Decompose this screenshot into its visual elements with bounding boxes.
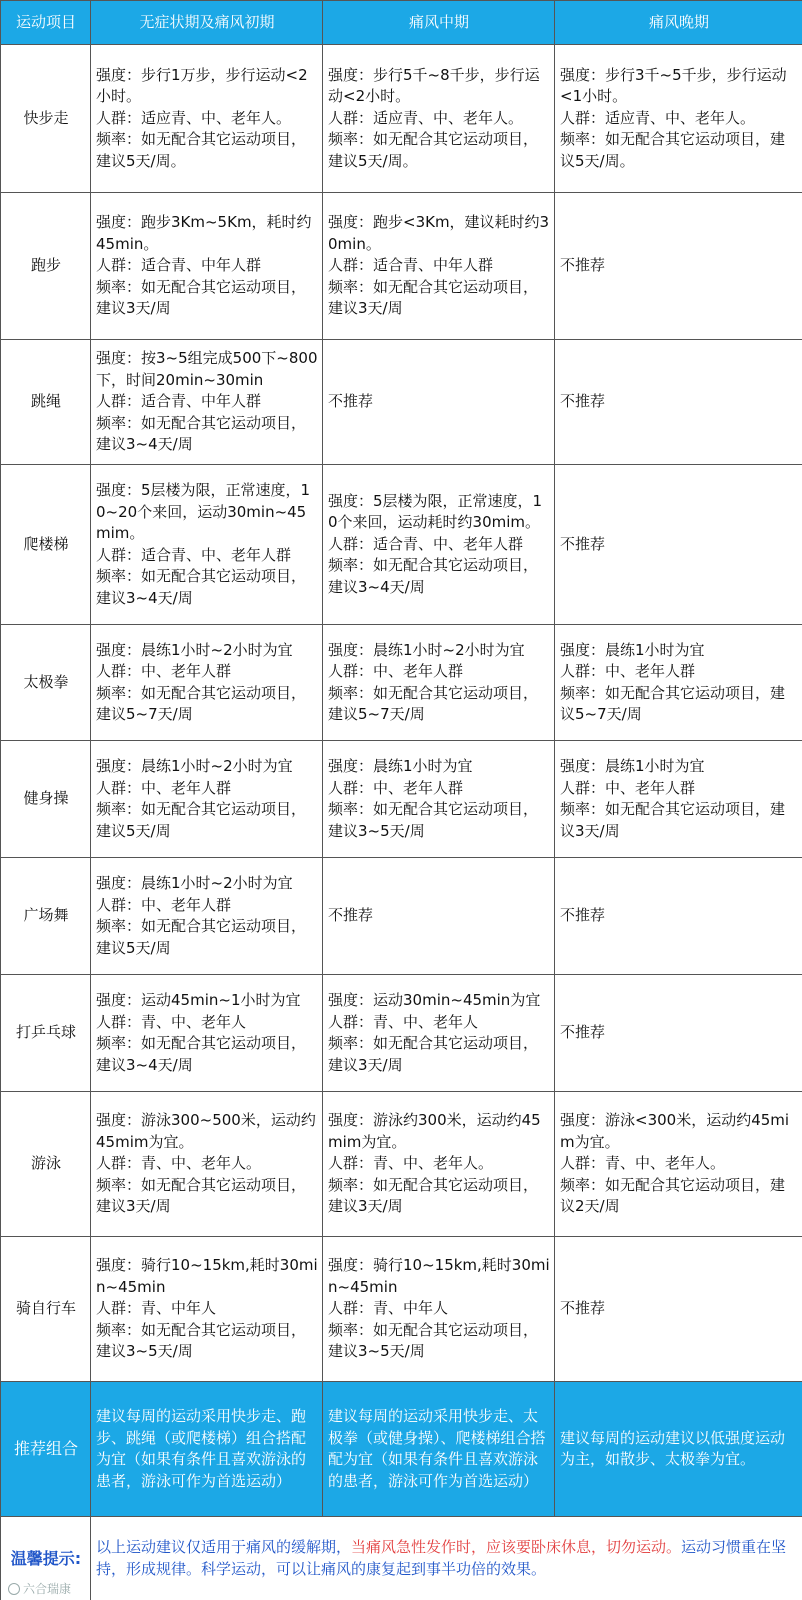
sport-name: 跑步 — [1, 193, 91, 340]
table-row — [1, 340, 802, 465]
sport-name: 太极拳 — [1, 625, 91, 741]
watermark-text: 六合瑞康 — [23, 1582, 72, 1596]
recommend-late: 建议每周的运动建议以低强度运动为主，如散步、太极拳为宜。 — [555, 1382, 802, 1517]
sport-name: 爬楼梯 — [1, 465, 91, 625]
cell-mid: 强度：晨练1小时~2小时为宜 人群：中、老年人群 频率：如无配合其它运动项目，建议5~7天/周 — [323, 625, 555, 741]
cell-mid: 强度：晨练1小时为宜 人群：中、老年人群 频率：如无配合其它运动项目，建议3~5天/周 — [323, 741, 555, 858]
sport-name: 快步走 — [1, 45, 91, 193]
cell-early: 强度：按3~5组完成500下~800下，时间20min~30min 人群：适合青、中年人群 频率：如无配合其它运动项目，建议3~4天/周 — [91, 340, 323, 465]
cell-late: 强度：晨练1小时为宜 人群：中、老年人群 频率：如无配合其它运动项目，建议5~7天/周 — [555, 625, 802, 741]
cell-early: 强度：步行1万步，步行运动<2小时。 人群：适应青、中、老年人。 频率：如无配合其它运动项目，建议5天/周。 — [91, 45, 323, 193]
cell-early: 强度：晨练1小时~2小时为宜 人群：中、老年人群 频率：如无配合其它运动项目，建议5天/周 — [91, 858, 323, 975]
sport-name: 跳绳 — [1, 340, 91, 465]
wechat-logo-icon — [8, 1583, 20, 1595]
cell-mid: 强度：游泳约300米，运动约45mim为宜。 人群：青、中、老年人。 频率：如无配合其它运动项目，建议3天/周 — [323, 1092, 555, 1237]
tip-row — [1, 1517, 802, 1600]
table-row — [1, 193, 802, 340]
header-late-stage: 痛风晚期 — [555, 1, 802, 45]
cell-late: 强度：步行3千~5千步，步行运动<1小时。 人群：适应青、中、老年人。 频率：如无配合其它运动项目，建议5天/周。 — [555, 45, 802, 193]
cell-late: 不推荐 — [555, 1237, 802, 1382]
cell-mid: 不推荐 — [323, 858, 555, 975]
cell-late: 不推荐 — [555, 858, 802, 975]
table-row — [1, 1092, 802, 1237]
tip-part-3: 运动习惯重在坚持，形成规律。科学运动，可以让痛风的康复起到事半功倍的效果。 — [96, 1538, 787, 1578]
cell-late: 强度：游泳<300米，运动约45mim为宜。 人群：青、中、老年人。 频率：如无配合其它运动项目，建议2天/周 — [555, 1092, 802, 1237]
recommend-row — [1, 1382, 802, 1517]
cell-mid: 强度：跑步<3Km，建议耗时约30min。 人群：适合青、中年人群 频率：如无配合其它运动项目，建议3天/周 — [323, 193, 555, 340]
table-body — [1, 45, 802, 1600]
sport-name: 骑自行车 — [1, 1237, 91, 1382]
cell-mid: 强度：骑行10~15km,耗时30min~45min 人群：青、中年人 频率：如无配合其它运动项目，建议3~5天/周 — [323, 1237, 555, 1382]
cell-early: 强度：游泳300~500米，运动约45mim为宜。 人群：青、中、老年人。 频率：如无配合其它运动项目，建议3天/周 — [91, 1092, 323, 1237]
cell-mid: 强度：运动30min~45min为宜 人群：青、中、老年人 频率：如无配合其它运动项目，建议3天/周 — [323, 975, 555, 1092]
cell-early: 强度：跑步3Km~5Km，耗时约45min。 人群：适合青、中年人群 频率：如无配合其它运动项目，建议3天/周 — [91, 193, 323, 340]
cell-early: 强度：骑行10~15km,耗时30min~45min 人群：青、中年人 频率：如无配合其它运动项目，建议3~5天/周 — [91, 1237, 323, 1382]
watermark — [8, 1580, 71, 1597]
cell-late: 不推荐 — [555, 340, 802, 465]
cell-mid: 强度：步行5千~8千步，步行运动<2小时。 人群：适应青、中、老年人。 频率：如无配合其它运动项目，建议5天/周。 — [323, 45, 555, 193]
header-sport: 运动项目 — [1, 1, 91, 45]
table-row — [1, 975, 802, 1092]
cell-late: 强度：晨练1小时为宜 人群：中、老年人群 频率：如无配合其它运动项目，建议3天/周 — [555, 741, 802, 858]
sport-name: 广场舞 — [1, 858, 91, 975]
table-row — [1, 1237, 802, 1382]
cell-early: 强度：运动45min~1小时为宜 人群：青、中、老年人 频率：如无配合其它运动项目，建议3~4天/周 — [91, 975, 323, 1092]
cell-early: 强度：晨练1小时~2小时为宜 人群：中、老年人群 频率：如无配合其它运动项目，建议5~7天/周 — [91, 625, 323, 741]
table-row — [1, 625, 802, 741]
cell-late: 不推荐 — [555, 193, 802, 340]
header-early-stage: 无症状期及痛风初期 — [91, 1, 323, 45]
cell-early: 强度：晨练1小时~2小时为宜 人群：中、老年人群 频率：如无配合其它运动项目，建议5天/周 — [91, 741, 323, 858]
tip-part-2: 当痛风急性发作时，应该要卧床休息，切勿运动。 — [351, 1538, 682, 1556]
cell-late: 不推荐 — [555, 465, 802, 625]
sport-name: 游泳 — [1, 1092, 91, 1237]
table-row — [1, 45, 802, 193]
recommend-label: 推荐组合 — [1, 1382, 91, 1517]
cell-mid: 强度：5层楼为限，正常速度，10个来回，运动耗时约30mim。 人群：适合青、中、老年人群 频率：如无配合其它运动项目，建议3~4天/周 — [323, 465, 555, 625]
recommend-early: 建议每周的运动采用快步走、跑步、跳绳（或爬楼梯）组合搭配为宜（如果有条件且喜欢游泳的患者，游泳可作为首选运动） — [91, 1382, 323, 1517]
tip-label: 温馨提示: — [1, 1517, 91, 1600]
cell-late: 不推荐 — [555, 975, 802, 1092]
sport-name: 打乒乓球 — [1, 975, 91, 1092]
table-row — [1, 858, 802, 975]
cell-mid: 不推荐 — [323, 340, 555, 465]
header-mid-stage: 痛风中期 — [323, 1, 555, 45]
tip-part-1: 以上运动建议仅适用于痛风的缓解期， — [96, 1538, 352, 1556]
cell-early: 强度：5层楼为限，正常速度，10~20个来回，运动30min~45mim。 人群：适合青、中、老年人群 频率：如无配合其它运动项目，建议3~4天/周 — [91, 465, 323, 625]
tip-text — [91, 1517, 802, 1600]
sport-name: 健身操 — [1, 741, 91, 858]
recommend-mid: 建议每周的运动采用快步走、太极拳（或健身操）、爬楼梯组合搭配为宜（如果有条件且喜欢游泳的患者，游泳可作为首选运动） — [323, 1382, 555, 1517]
header-row — [1, 1, 802, 45]
table-row — [1, 741, 802, 858]
table-row — [1, 465, 802, 625]
